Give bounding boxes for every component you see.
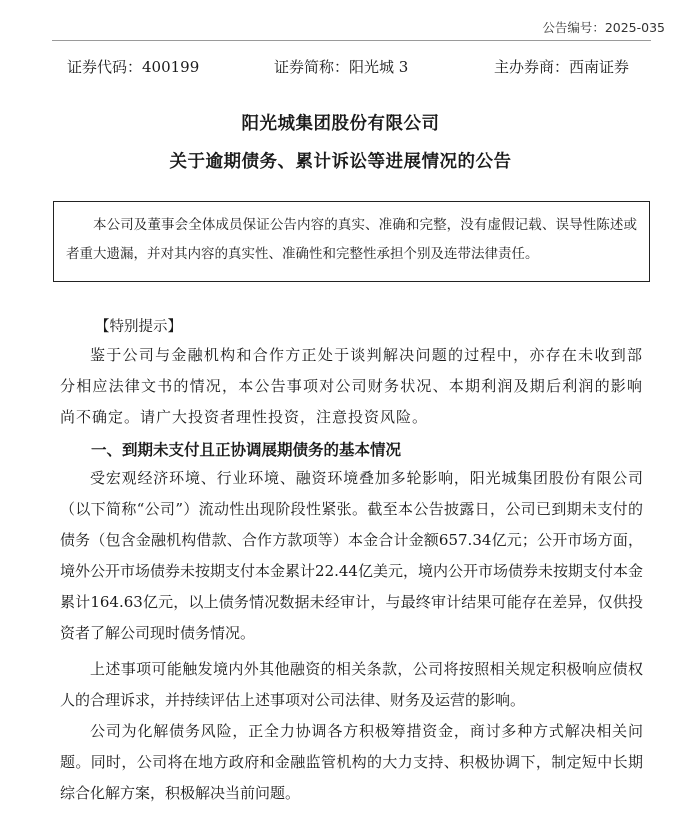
company-title: 阳光城集团股份有限公司 — [241, 114, 440, 134]
board-guarantee-notice: 本公司及董事会全体成员保证公告内容的真实、准确和完整，没有虚假记载、误导性陈述或者重大遗漏，并对其内容的真实性、准确性和完整性承担个别及连带法律责任。 — [53, 201, 650, 282]
security-code: 证券代码：400199 — [67, 58, 200, 76]
section-1-heading: 一、到期未支付且正协调展期债务的基本情况 — [91, 440, 402, 459]
section-1-paragraph: 上述事项可能触发境内外其他融资的相关条款，公司将按照相关规定积极响应债权人的合理诉求，并持续评估上述事项对公司法律、财务及运营的影响。 — [60, 660, 643, 709]
lead-underwriter: 主办券商：西南证券 — [494, 58, 630, 76]
special-tips-heading: 【特别提示】 — [95, 319, 182, 335]
announcement-title: 关于逾期债务、累计诉讼等进展情况的公告 — [169, 152, 512, 172]
section-1-paragraph: 受宏观经济环境、行业环境、融资环境叠加多轮影响，阳光城集团股份有限公司（以下简称“公司”）流动性出现阶段性紧张。截至本公告披露日，公司已到期未支付的债务（包含金融机构借款、合作方款项等）本金合计金额657.34亿元；公开市场方面，境外公开市场债券未按期支付本金累计22.44亿美元，境内公开市场债券未按期支付本金累计164.63亿元，以上债务情况数据未经审计，与最终审计结果可能存在差异，仅供投资者了解公司现时债务情况。 — [60, 469, 643, 642]
header-divider — [52, 40, 651, 41]
special-tips-paragraph: 鉴于公司与金融机构和合作方正处于谈判解决问题的过程中，亦存在未收到部分相应法律文书的情况，本公告事项对公司财务状况、本期利润及期后利润的影响尚不确定。请广大投资者理性投资，注意投资风险。 — [60, 346, 643, 426]
announcement-number: 公告编号：2025-035 — [542, 20, 665, 35]
security-name: 证券简称：阳光城 3 — [274, 58, 409, 76]
section-1-paragraph: 公司为化解债务风险，正全力协调各方积极筹措资金，商讨多种方式解决相关问题。同时，公司将在地方政府和金融监管机构的大力支持、积极协调下，制定短中长期综合化解方案，积极解决当前问题。 — [60, 722, 643, 802]
